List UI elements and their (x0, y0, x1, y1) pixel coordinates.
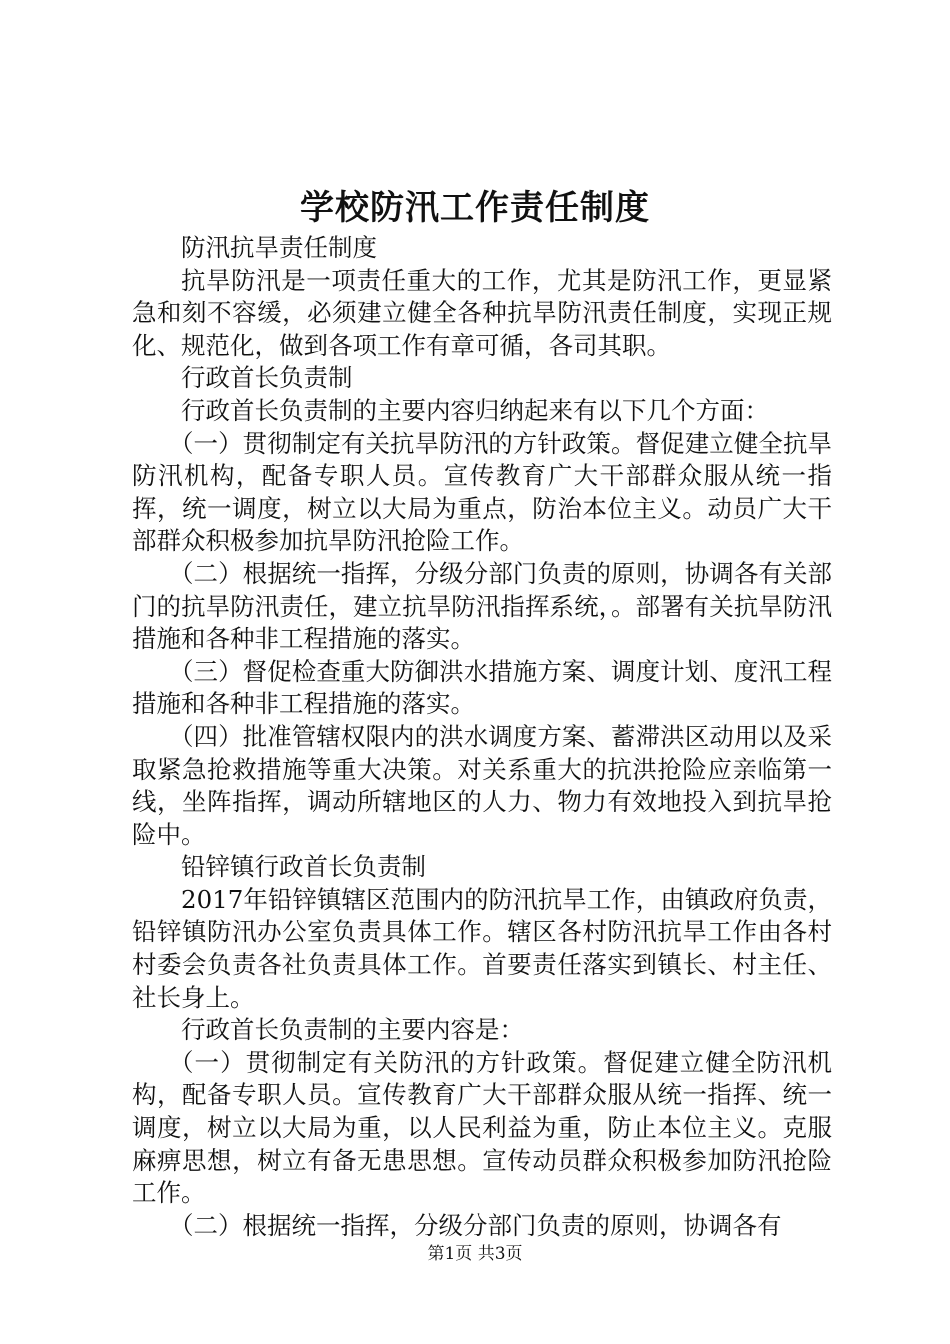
list-item: （一）贯彻制定有关抗旱防汛的方针政策。督促建立健全抗旱防汛机构，配备专职人员。宣传教育广大干部群众服从统一指挥，统一调度，树立以大局为重点，防治本位主义。动员广大干部群众积极参加抗旱防汛抢险工作。 (132, 428, 832, 556)
list-item: （三）督促检查重大防御洪水措施方案、调度计划、度汛工程措施和各种非工程措施的落实。 (132, 656, 832, 719)
paragraph: 行政首长负责制的主要内容是： (181, 1015, 524, 1045)
list-item: （二）根据统一指挥，分级分部门负责的原则，协调各有关部门的抗旱防汛责任，建立抗旱防汛指挥系统，。部署有关抗旱防汛措施和各种非工程措施的落实。 (132, 558, 832, 654)
list-item: （二）根据统一指挥，分级分部门负责的原则，协调各有 (169, 1210, 782, 1240)
section-heading: 行政首长负责制 (181, 363, 353, 393)
list-item: （四）批准管辖权限内的洪水调度方案、蓄滞洪区动用以及采取紧急抢救措施等重大决策。对关系重大的抗洪抢险应亲临第一线，坐阵指挥，调动所辖地区的人力、物力有效地投入到抗旱抢险中。 (132, 721, 832, 849)
document-body (132, 232, 832, 1242)
paragraph: 抗旱防汛是一项责任重大的工作，尤其是防汛工作，更显紧急和刻不容缓，必须建立健全各种抗旱防汛责任制度，实现正规化、规范化，做到各项工作有章可循，各司其职。 (132, 265, 832, 360)
paragraph: 行政首长负责制的主要内容归纳起来有以下几个方面： (181, 395, 769, 425)
section-heading: 铅锌镇行政首长负责制 (181, 852, 426, 882)
paragraph: 2017年铅锌镇辖区范围内的防汛抗旱工作，由镇政府负责，铅锌镇防汛办公室负责具体工作。辖区各村防汛抗旱工作由各村村委会负责各社负责具体工作。首要责任落实到镇长、村主任、社长身上。 (132, 884, 832, 1012)
page-number: 第1页 共3页 (427, 1244, 523, 1264)
section-heading: 防汛抗旱责任制度 (181, 233, 377, 262)
list-item: （一）贯彻制定有关防汛的方针政策。督促建立健全防汛机构，配备专职人员。宣传教育广大干部群众服从统一指挥、统一调度，树立以大局为重，以人民利益为重，防止本位主义。克服麻痹思想，树立有备无患思想。宣传动员群众积极参加防汛抢险工作。 (132, 1047, 832, 1208)
document-title: 学校防汛工作责任制度 (300, 188, 650, 228)
